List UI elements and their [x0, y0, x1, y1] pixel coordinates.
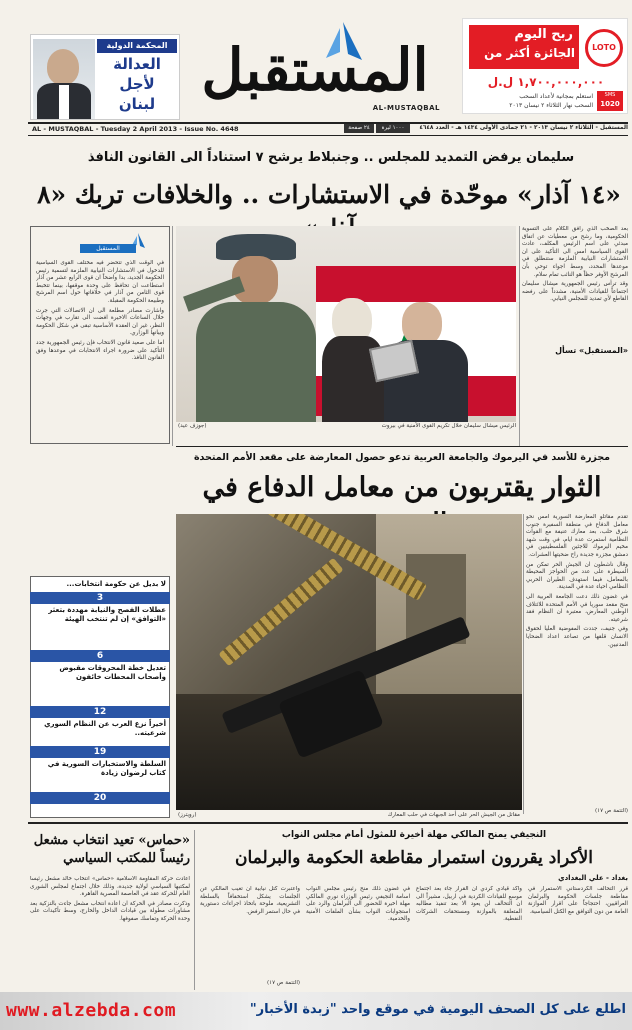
index-item-text: عطلات الفصح والنيابة مهددة بتعثر «التوافق» إن لم تنتخب الهيئة: [48, 606, 166, 623]
lead-headline[interactable]: «١٤ آذار» موحّدة في الاستشارات .. والخلافات تربك «٨: [37, 180, 621, 209]
index-item-text: أخيراً نزع العرب عن النظام السوري شرعيته..: [44, 720, 166, 737]
index-page-badge: 20: [30, 792, 170, 804]
issue-pages: ٢٤ صفحة: [344, 124, 374, 133]
second-right-column: تقدم مقاتلو المعارضة السورية امس نحو معامل الدفاع في منطقة السفيرة جنوب شرق حلب، بعد معارك عنيفة مع القوات النظامية استمرت عدة ايام، في وقت شهد مخيم اليرموك للاجئين الفلسطينيين في دمشق مجزرة جديدة راح ضحيتها العشرات. وقال ناشطون ان الجيش الحر تمكن من السيطرة على عدد من الحواجز المحيطة بالمعامل، فيما استهدف الطيران الحربي النظامي احياء عدة في المدينة. في غضون ذلك دعت الجامعة العربية الى منح مقعد سوريا في الأمم المتحدة للائتلاف الوطني المعارض، معتبرة ان النظام فقد شرعيته. وفي جنيف، جددت المفوضية العليا لحقوق الانسان قلقها من تصاعد اعداد الضحايا المدنيين.: [526, 514, 628, 648]
index-title: لا بديل عن حكومة انتخابات...: [66, 580, 166, 588]
index-page-badge: 6: [30, 650, 170, 662]
watermark-url[interactable]: www.alzebda.com: [6, 1000, 177, 1021]
iraq-byline: بغداد - علي البغدادي: [558, 874, 628, 882]
tribunal-slogan-2: لأجل: [119, 75, 155, 93]
promo-line2: الجائزة أكثر من: [484, 46, 575, 60]
mustaqbal-mini-logo: [80, 232, 150, 254]
logo-arabic: المستقبل: [201, 36, 429, 104]
box-label: المستقبل: [80, 244, 136, 253]
lead-photo[interactable]: [176, 226, 516, 422]
loto-brand: LOTO: [592, 43, 616, 52]
dateline-english: AL - MUSTAQBAL - Tuesday 2 April 2013 - Issue No. 4648: [32, 125, 239, 133]
lottery-promo[interactable]: [462, 18, 628, 114]
index-item[interactable]: [30, 592, 170, 632]
second-kicker: مجزرة للأسد في اليرموك والجامعة العربية تدعو حصول المعارضة على مقعد الأمم المتحدة: [193, 452, 611, 463]
index-page-badge: 3: [30, 592, 170, 604]
iraq-headline[interactable]: الأكراد يقررون استمرار مقاطعة الحكومة والبرلمان: [235, 848, 593, 868]
tribunal-slogan-3: لبنان: [118, 95, 156, 113]
watermark-promo: اطلع على كل الصحف اليومية في موقع واحد "زبدة الأخبار": [249, 1002, 626, 1017]
promo-note2: السحب نهار الثلاثاء ٢ نيسان ٢٠١٣: [509, 102, 593, 109]
index-page-badge: 19: [30, 746, 170, 758]
promo-line1: ربح اليوم: [514, 27, 573, 42]
hariri-portrait: [33, 39, 95, 119]
index-item[interactable]: [30, 706, 170, 746]
lead-side-head: «المستقبل» تسأل: [555, 346, 628, 355]
lead-photo-caption: الرئيس ميشال سليمان خلال تكريم القوى الأمنية في بيروت: [381, 423, 516, 429]
lead-right-column: بعد الصخب الذي رافق الكلام على التسوية الحكومية، وما رشح من معطيات عن اتفاق مبدئي على اسم الرئيس المكلف، عادت القوى السياسية امس الى التأكيد على ان الاستشارات النيابية الملزمة ستنطلق في موعدها المحدد، وسط اجواء توحي بأن المرشح الأوفر حظاً هو النائب تمام سلام. وقد ترأس رئيس الجمهورية ميشال سليمان اجتماعاً للقيادات الأمنية، مشدداً على رفضه القاطع لأي تمديد للمجلس النيابي.: [522, 226, 628, 303]
iraq-kicker: النجيفي يمنح المالكي مهلة أخيرة للمثول أمام مجلس النواب: [281, 830, 547, 840]
hamas-column: اعادت حركة المقاومة الاسلامية «حماس» انتخاب خالد مشعل رئيساً لمكتبها السياسي لولاية جديدة، وذلك خلال اجتماع لمجلس الشورى العام للحركة عقد في العاصمة المصرية القاهرة. وذكرت مصادر في الحركة ان اعادة انتخاب مشعل جاءت بالتزكية بعد مشاورات مطولة بين قيادات الداخل والخارج، وسط تأكيدات على وحدة الحركة وتماسك صفوفها.: [30, 876, 190, 922]
iraq-column-3: في غضون ذلك منح رئيس مجلس النواب اسامة النجيفي رئيس الوزراء نوري المالكي مهلة اخيرة للحضور الى البرلمان والرد على استجوابات النواب بشأن الملفات الأمنية والخدمية.: [306, 886, 410, 923]
rebel-photo-caption: مقاتل من الجيش الحر على أحد الجبهات في حلب المعارك: [387, 812, 520, 818]
promo-amount: ١,٧٠٠,٠٠٠,٠٠٠ ل.ل: [487, 75, 605, 89]
tribunal-box[interactable]: [30, 34, 180, 120]
dateline-arabic: المستقبل - الثلاثاء ٢ نيسان ٢٠١٣ - ٢١ جمادى الأولى ١٤٣٤ هـ - العدد ٤٦٤٨: [419, 125, 628, 131]
lead-kicker: سليمان يرفض التمديد للمجلس .. وجنبلاط يرشح ٧ استناداً الى القانون النافذ: [87, 150, 575, 165]
rebel-photo-credit: (رويترز): [178, 812, 197, 818]
logo-latin: AL-MUSTAQBAL: [372, 104, 440, 112]
index-item[interactable]: [30, 650, 170, 690]
index-item-text: السلطة والاستخبارات السورية في كتاب لرضوان زيادة: [47, 760, 166, 777]
second-headline[interactable]: الثوار يقتربون من معامل الدفاع في: [202, 472, 602, 503]
issue-price: ١٠٠٠ ليرة: [376, 124, 410, 133]
promo-note1: استعلم بمجانية لأعداد السحب: [519, 93, 593, 100]
loto-logo: [585, 29, 623, 67]
rebel-photo[interactable]: [176, 514, 522, 810]
index-item[interactable]: [30, 792, 170, 806]
newspaper-logo[interactable]: [180, 20, 450, 116]
index-item-text: تعديل خطة المحروقات مقبوض وأصحاب المحطات خائفون: [59, 664, 166, 681]
index-page-badge: 12: [30, 706, 170, 718]
second-cont: (التتمة ص ١٧): [594, 808, 628, 814]
sms-badge: [597, 91, 623, 111]
iraq-column-4: واعتبرت كتل نيابية ان تغيب المالكي عن الجلسات يشكل استخفافاً بالسلطة التشريعية، ملوحة باتخاذ اجراءات دستورية في حال استمر الرفض.: [200, 886, 300, 915]
tribunal-slogan-1: العدالة: [113, 55, 161, 73]
footer-banner[interactable]: [0, 992, 632, 1030]
index-item[interactable]: [30, 746, 170, 790]
lead-left-column: في الوقت الذي تتحضر فيه مختلف القوى السياسية للدخول في الاستشارات النيابية الملزمة لتسمية رئيس الحكومة الجديد، بدا واضحاً ان قوى الرابع عشر من آذار استطاعت ان تحافظ على وحدة موقفها، بينما تتخبط قوى الثامن من آذار في خلافاتها حول اسم المرشح وطبيعة الحكومة المقبلة. واشارت مصادر مطلعة الى ان الاتصالات التي جرت خلال الساعات الاخيرة افضت الى تقارب في وجهات النظر، غير ان العقدة الأساسية تبقى في شكل الحكومة وبيانها الوزاري. اما على صعيد قانون الانتخاب فإن رئيس الجمهورية جدد التأكيد على ضرورة اجراء الانتخابات في موعدها وفق القانون النافذ.: [36, 260, 164, 362]
iraq-column-1: قرر التحالف الكردستاني الاستمرار في مقاطعة جلسات الحكومة والبرلمان العراقيين، احتجاجاً على اقرار الموازنة العامة من دون التوافق مع الكتل السياسية.: [528, 886, 628, 915]
lead-photo-credit: (جوزف عيد): [178, 423, 207, 429]
tribunal-label: المحكمة الدولية: [97, 39, 177, 53]
hamas-headline[interactable]: «حماس» تعيد انتخاب مشعل رئيساً للمكتب السياسي: [33, 833, 190, 866]
sms-code: 1020: [600, 100, 620, 108]
iraq-cont: (التتمة ص ١٧): [266, 980, 300, 986]
iraq-column-2: وأكد قيادي كردي ان القرار جاء بعد اجتماع موسع للقيادات الكردية في اربيل، مشيراً الى ان التحالف لن يعود الا بعد تنفيذ مطالبه المتعلقة بالموازنة ومستحقات الشركات النفطية.: [416, 886, 522, 923]
sms-label: SMS: [604, 92, 616, 98]
